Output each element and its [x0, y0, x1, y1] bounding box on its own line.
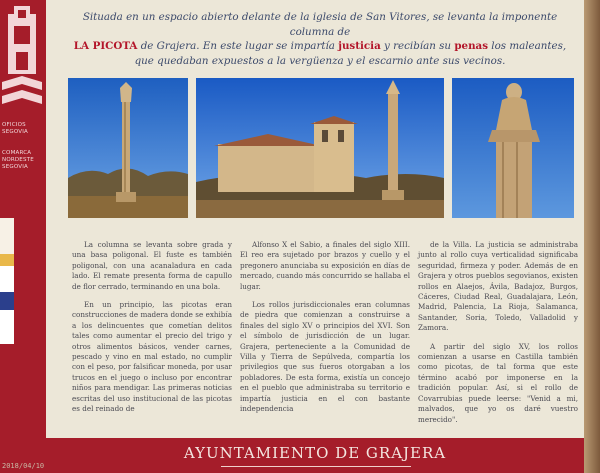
intro-text-segment: de Grajera. En este lugar se impartía	[137, 40, 339, 52]
photo-picota-detail	[452, 78, 574, 218]
intro-paragraph	[60, 10, 580, 68]
sidebar-logo-stripe-white-2	[0, 310, 14, 344]
footer-underline	[221, 466, 411, 467]
intro-text-segment: y recibían su	[380, 40, 455, 52]
photo-date-stamp: 2018/04/10	[2, 462, 45, 470]
sidebar-logo-block	[0, 218, 14, 254]
intro-justicia: justicia	[338, 40, 381, 52]
intro-line-2	[60, 39, 580, 54]
sidebar-text-oficios: OFICIOS SEGOVIA	[2, 122, 29, 135]
sidebar-text-comarca: COMARCA NORDESTE SEGOVIA	[2, 150, 34, 170]
castle-emblem-logo	[2, 4, 42, 114]
col2-paragraph-2: Los rollos jurisdiccionales eran columnas de piedra que comienzan a construirse a finales del siglo XV o principios del XVI. Son el símbolo de jurisdicción de un lugar. Grajera, perteneciente a la Comunidad de Villa y Tierra de Sepúlveda, compartía los privilegios que sus fueros otorgaban a los pobladores. De esta forma, existía un concejo en el pueblo que administraba su territorio e impartía justicia en el con bastante independencia	[240, 300, 410, 414]
intro-line-3: que quedaban expuestos a la vergüenza y el escarnio ante sus vecinos.	[134, 54, 506, 67]
intro-penas: penas	[454, 40, 489, 52]
sidebar-logo-stripe-white	[0, 266, 14, 292]
text-column-2	[240, 240, 410, 423]
col1-paragraph-2: En un principio, las picotas eran construcciones de madera donde se exhibía a los delincuentes que cometían delitos tales como aumentar el precio del trigo y otros alimentos básicos, vender carnes, pescado y vino en mal estado, no cumplir con el peso, por falsificar moneda, por usar trucos en el juego o incluso por encontrar niños para mendigar. Las primeras noticias escritas del uso institucional de las picotas es del reinado de	[72, 300, 232, 414]
text-column-3	[418, 240, 578, 433]
photo-picota-column	[68, 78, 188, 218]
col2-paragraph-1: Alfonso X el Sabio, a finales del siglo XIII. El reo era sujetado por brazos y cuello y el pregonero anunciaba su exposición en días de mercado, cuando más concurrido se hallaba el lugar.	[240, 240, 410, 291]
intro-la-picota: LA PICOTA	[73, 40, 138, 52]
col3-paragraph-1: de la Villa. La justicia se administraba junto al rollo cuya verticalidad significaba seguridad, firmeza y poder. Además de en Grajera y otros pueblos segovianos, existen rollos en Alaejos, Ávila, Badajoz, Burgos, Cáceres, Ciudad Real, Guadalajara, León, Madrid, Palencia, La Rioja, Salamanca, Santander, Soria, Toledo, Valladolid y Zamora.	[418, 240, 578, 333]
sidebar-logo-stripe-blue	[0, 292, 14, 310]
text-column-1	[72, 240, 232, 423]
intro-text-segment: los maleantes,	[488, 40, 567, 52]
intro-line-1: Situada en un espacio abierto delante de la iglesia de San Vitores, se levanta la imponente columna de	[82, 11, 558, 38]
sidebar-logo-stripe-yellow	[0, 254, 14, 266]
col1-paragraph-1: La columna se levanta sobre grada y una basa poligonal. El fuste es también poligonal, con una acanaladura en cada lado. El remate presenta forma de capullo de flor cerrado, terminando en una bola.	[72, 240, 232, 291]
footer-title: AYUNTAMIENTO DE GRAJERA	[183, 444, 447, 462]
col3-paragraph-2: A partir del siglo XV, los rollos comienzan a usarse en Castilla también como picotas, de tal forma que este término acabó por imponerse en la tradición popular. Así, si el rollo de Covarrubias puede leerse: "Venid a mi, malvados, que yo os daré vuestro merecido".	[418, 341, 578, 424]
sidebar-brand-strip	[0, 0, 46, 473]
photo-church-san-vitores	[196, 78, 444, 218]
footer-banner	[46, 438, 584, 473]
stone-wall-edge	[584, 0, 600, 473]
